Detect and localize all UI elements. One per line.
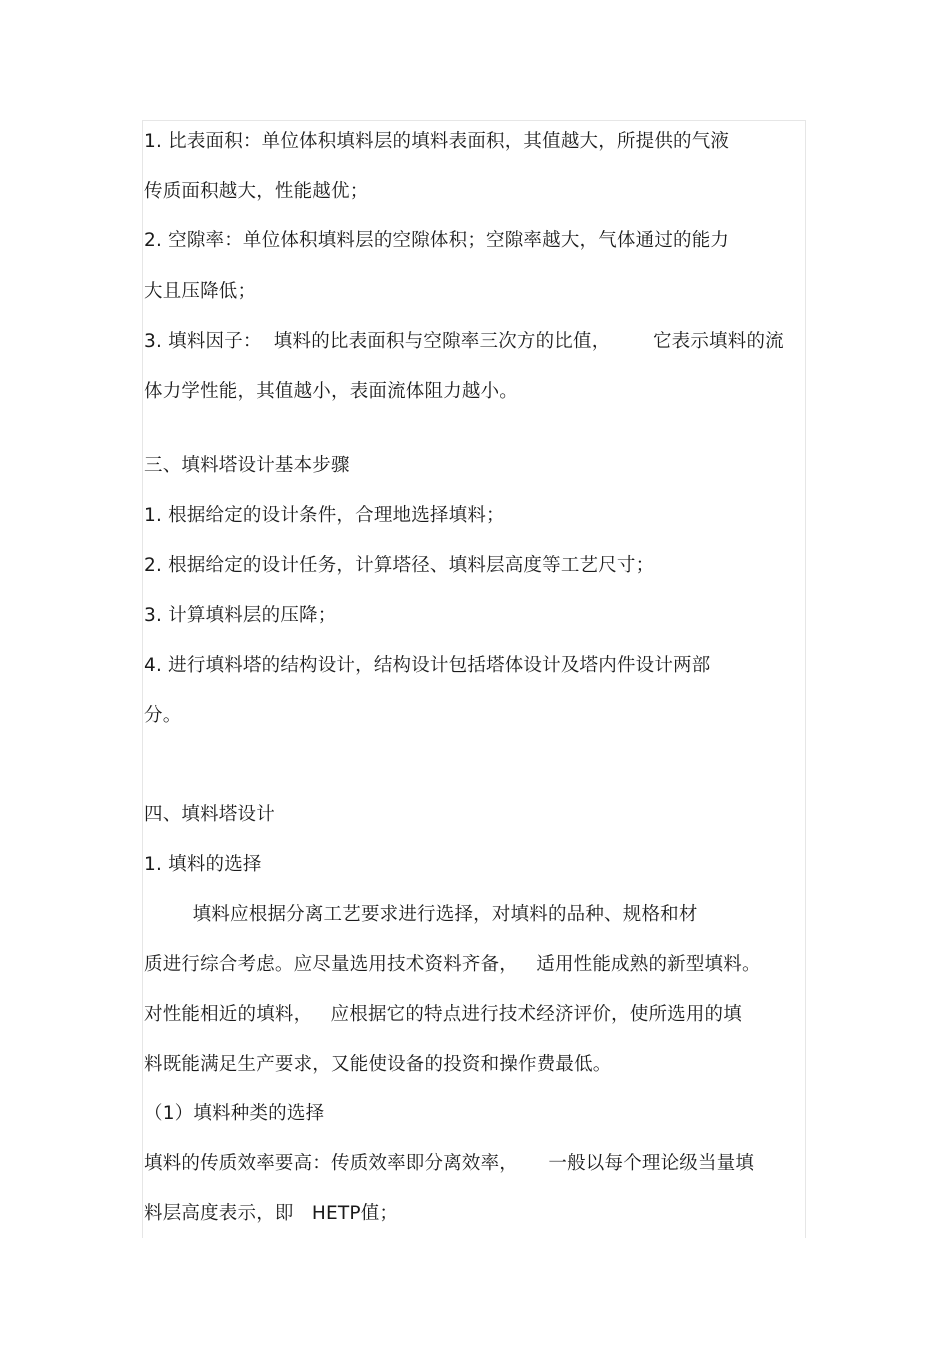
text-line: 填料的传质效率要高：传质效率即分离效率， 一般以每个理论级当量填: [144, 1153, 755, 1174]
text-line: 质进行综合考虑。应尽量选用技术资料齐备， 适用性能成熟的新型填料。: [144, 954, 761, 975]
text-line: 1. 比表面积：单位体积填料层的填料表面积，其值越大，所提供的气液: [144, 131, 730, 152]
text-line: 1. 根据给定的设计条件，合理地选择填料；: [144, 505, 505, 526]
text-line: 对性能相近的填料， 应根据它的特点进行技术经济评价，使所选用的填: [144, 1004, 742, 1025]
text-line: 分。: [144, 705, 182, 726]
section-heading: 三、填料塔设计基本步骤: [144, 455, 350, 476]
subsection-heading: 1. 填料的选择: [144, 854, 262, 875]
text-line: 填料应根据分离工艺要求进行选择，对填料的品种、规格和材: [144, 904, 698, 925]
text-line: 料层高度表示，即 HETP值；: [144, 1203, 399, 1224]
text-line: 3. 计算填料层的压降；: [144, 605, 337, 626]
text-line: 大且压降低；: [144, 281, 257, 302]
text-line: 3. 填料因子： 填料的比表面积与空隙率三次方的比值， 它表示填料的流: [144, 331, 784, 352]
text-line: 4. 进行填料塔的结构设计，结构设计包括塔体设计及塔内件设计两部: [144, 655, 711, 676]
subsection-heading: （1）填料种类的选择: [144, 1103, 325, 1124]
text-line: 2. 空隙率：单位体积填料层的空隙体积；空隙率越大，气体通过的能力: [144, 230, 730, 251]
text-line: 2. 根据给定的设计任务，计算塔径、填料层高度等工艺尺寸；: [144, 555, 655, 576]
text-line: 传质面积越大，性能越优；: [144, 181, 369, 202]
section-heading: 四、填料塔设计: [144, 804, 275, 825]
text-line: 体力学性能，其值越小，表面流体阻力越小。: [144, 381, 519, 402]
text-line: 料既能满足生产要求，又能使设备的投资和操作费最低。: [144, 1054, 612, 1075]
